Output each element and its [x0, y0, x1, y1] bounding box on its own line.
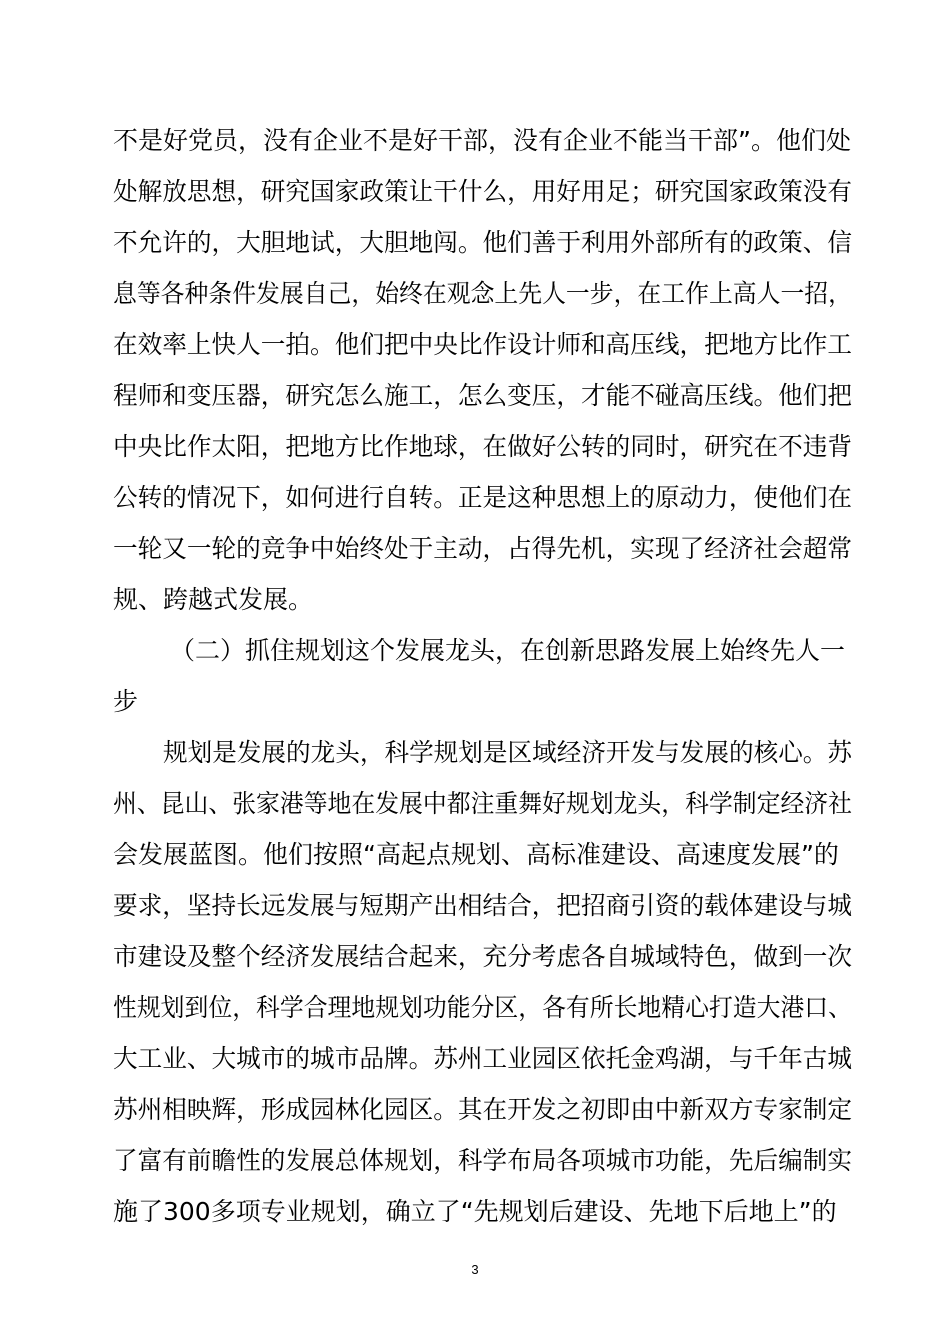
text-line: 州、昆山、张家港等地在发展中都注重舞好规划龙头，科学制定经济社	[113, 789, 852, 818]
text-line: 中央比作太阳，把地方比作地球，在做好公转的同时，研究在不违背	[113, 432, 852, 461]
text-line: 施了300多项专业规划，确立了“先规划后建设、先地下后地上”的	[113, 1197, 837, 1226]
text-line: 程师和变压器，研究怎么施工，怎么变压，才能不碰高压线。他们把	[113, 381, 852, 410]
text-line: 大工业、大城市的城市品牌。苏州工业园区依托金鸡湖，与千年古城	[113, 1044, 852, 1073]
section-heading: （二）抓住规划这个发展龙头，在创新思路发展上始终先人一	[170, 636, 846, 665]
section-heading: 步	[113, 687, 139, 716]
text-line: 一轮又一轮的竞争中始终处于主动，占得先机，实现了经济社会超常	[113, 534, 852, 563]
text-line: 市建设及整个经济发展结合起来，充分考虑各自城域特色，做到一次	[113, 942, 852, 971]
text-line: 不是好党员，没有企业不是好干部，没有企业不能当干部”。他们处	[113, 126, 851, 155]
text-line: 处解放思想，研究国家政策让干什么，用好用足；研究国家政策没有	[113, 177, 852, 206]
text-line: 不允许的，大胆地试，大胆地闯。他们善于利用外部所有的政策、信	[113, 228, 852, 257]
text-line: 要求，坚持长远发展与短期产出相结合，把招商引资的载体建设与城	[113, 891, 852, 920]
text-line: 苏州相映辉，形成园林化园区。其在开发之初即由中新双方专家制定	[113, 1095, 852, 1124]
text-line: 公转的情况下，如何进行自转。正是这种思想上的原动力，使他们在	[113, 483, 852, 512]
text-line: 在效率上快人一拍。他们把中央比作设计师和高压线，把地方比作工	[113, 330, 852, 359]
text-line: 规划是发展的龙头，科学规划是区域经济开发与发展的核心。苏	[163, 738, 853, 767]
text-line: 规、跨越式发展。	[113, 585, 314, 614]
text-line: 息等各种条件发展自己，始终在观念上先人一步，在工作上高人一招，	[113, 279, 852, 308]
text-line: 性规划到位，科学合理地规划功能分区，各有所长地精心打造大港口、	[113, 993, 852, 1022]
page-number: 3	[471, 1262, 479, 1277]
text-line: 了富有前瞻性的发展总体规划，科学布局各项城市功能，先后编制实	[113, 1146, 852, 1175]
text-line: 会发展蓝图。他们按照“高起点规划、高标准建设、高速度发展”的	[113, 840, 839, 869]
